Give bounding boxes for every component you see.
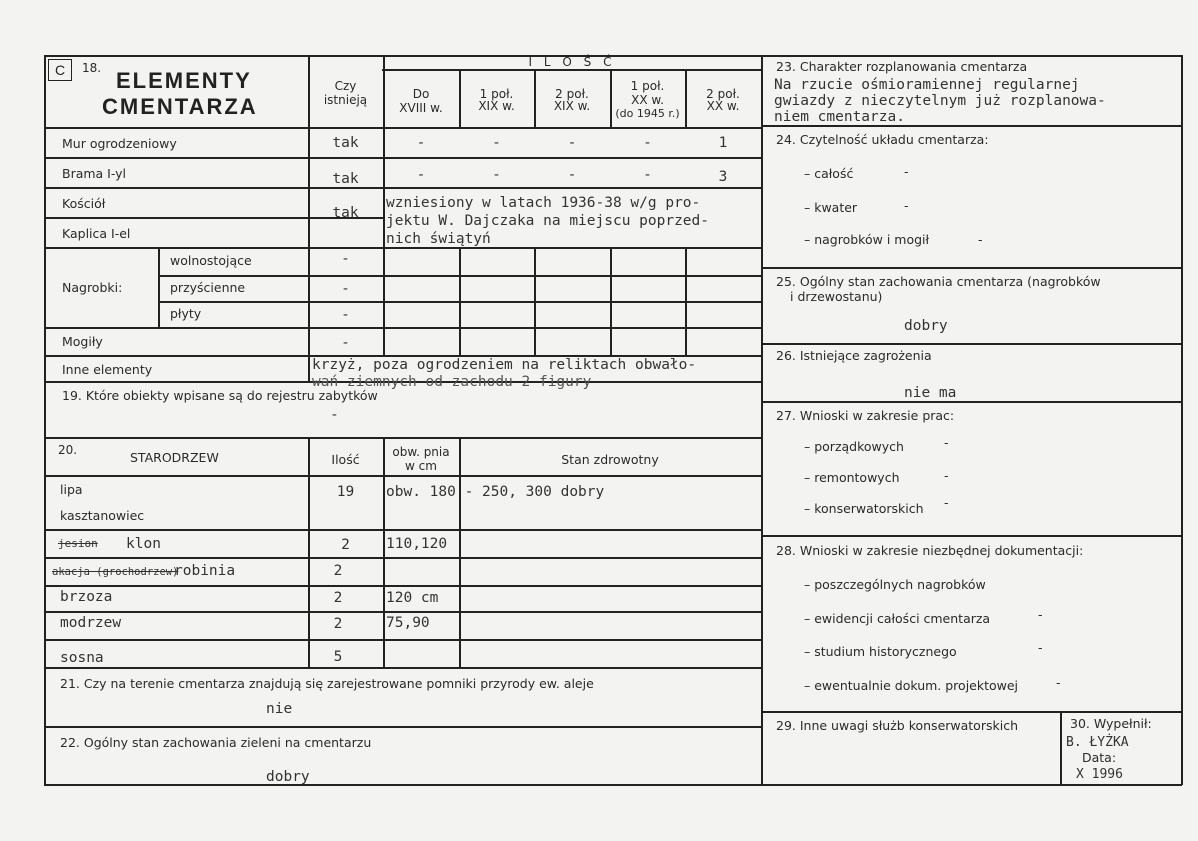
col-ilosc: I L O Ś Ć: [528, 55, 616, 69]
nagrobki-v1: -: [341, 251, 350, 267]
column-divider: [761, 55, 763, 785]
period-1-l2: XVIII w.: [399, 101, 443, 115]
q30-name: B. ŁYŻKA: [1066, 735, 1129, 750]
row-label-nagrobki: Nagrobki:: [62, 280, 123, 295]
period-4-l2: XX w.: [631, 93, 664, 107]
tree-name-6: modrzew: [60, 615, 122, 631]
col-stan: Stan zdrowotny: [561, 452, 659, 467]
col-obw-l2: w cm: [405, 459, 437, 473]
line: [44, 639, 761, 641]
period-3-l2: XIX w.: [553, 99, 591, 113]
kosciol-exists: tak: [332, 205, 359, 221]
tree-ilosc-4: 2: [333, 563, 343, 579]
tree-name-1: lipa: [60, 482, 83, 497]
col-ilosc-tree: Ilość: [331, 452, 360, 467]
line: [44, 611, 761, 613]
line: [761, 535, 1182, 537]
q26-value: nie ma: [904, 385, 957, 401]
section-title-line2: CMENTARZA: [102, 94, 258, 119]
border-left: [44, 55, 46, 785]
line: [44, 187, 761, 189]
mur-v4: -: [643, 135, 652, 151]
line: [158, 247, 160, 327]
brama-v2: -: [492, 167, 501, 183]
q28-item-ewidencji-value: -: [1038, 607, 1043, 622]
q30-label: 30. Wypełnił:: [1070, 716, 1152, 731]
tree-ilosc-5: 2: [333, 590, 343, 606]
tree-obw-6: 75,90: [386, 615, 430, 631]
q24-item-kwater-value: -: [904, 198, 909, 213]
line: [44, 127, 761, 129]
period-1-l1: Do: [412, 87, 430, 101]
row-label-inne: Inne elementy: [62, 362, 153, 377]
line: [534, 247, 536, 355]
period-3-l1: 2 poł.: [555, 87, 589, 101]
tree-name-5: brzoza: [60, 589, 113, 605]
q27-item-konserwatorskich-value: -: [944, 495, 949, 510]
line: [610, 247, 612, 355]
q21-value: nie: [266, 701, 293, 717]
q27-item-konserwatorskich: – konserwatorskich: [804, 501, 924, 516]
line: [44, 529, 761, 531]
nagrobki-sub-przyscienne: przyścienne: [170, 280, 246, 295]
cemetery-record-card: [44, 55, 1182, 785]
line: [761, 125, 1182, 127]
q28-item-studium: – studium historycznego: [804, 644, 957, 659]
q27-item-remontowych: – remontowych: [804, 470, 900, 485]
period-2-l1: 1 poł.: [479, 87, 514, 101]
nagrobki-sub-plyty: płyty: [170, 306, 202, 321]
q30-date: X 1996: [1076, 767, 1123, 782]
nagrobki-v3: -: [341, 307, 350, 323]
line: [44, 557, 761, 559]
q27-label: 27. Wnioski w zakresie prac:: [776, 408, 955, 423]
kosciol-note-l2: jektu W. Dajczaka na miejscu poprzed-: [386, 213, 710, 229]
starodrzew-number: 20.: [58, 443, 78, 457]
line: [44, 726, 761, 728]
row-label-mogily: Mogiły: [62, 334, 103, 349]
border-right: [1181, 55, 1183, 785]
line: [44, 667, 761, 669]
row-label-kaplica: Kaplica I-el: [62, 226, 131, 241]
mur-exists: tak: [332, 135, 359, 151]
brama-v4: -: [643, 167, 652, 183]
q25-label-l1: 25. Ogólny stan zachowania cmentarza (nagrobków: [776, 274, 1101, 289]
q27-item-porzadkowych: – porządkowych: [804, 439, 904, 454]
line: [459, 439, 461, 667]
tree-name-3: klon: [126, 536, 161, 552]
q28-label: 28. Wnioski w zakresie niezbędnej dokumentacji:: [776, 543, 1084, 558]
line: [383, 439, 385, 667]
section-number: 18.: [82, 61, 102, 75]
brama-v5: 3: [718, 169, 728, 185]
starodrzew-title: STARODRZEW: [130, 450, 219, 465]
q24-item-calosc-value: -: [904, 164, 909, 179]
tree-ilosc-3: 2: [341, 537, 350, 553]
q22-value: dobry: [266, 769, 310, 785]
q24-label: 24. Czytelność układu cmentarza:: [776, 132, 989, 147]
kosciol-note-l1: wzniesiony w latach 1936-38 w/g pro-: [386, 195, 701, 211]
inne-note-l1: krzyż, poza ogrodzeniem na reliktach obwało-: [312, 357, 697, 373]
section-letter-box: C: [48, 59, 72, 81]
mur-v1: -: [416, 135, 426, 151]
period-4-l3: (do 1945 r.): [615, 107, 680, 120]
tree-obw-1: obw. 180 - 250, 300 dobry: [386, 484, 605, 500]
period-5-l2: XX w.: [706, 99, 740, 113]
q28-item-projektowej: – ewentualnie dokum. projektowej: [804, 678, 1019, 693]
q21-label: 21. Czy na terenie cmentarza znajdują się zarejestrowane pomniki przyrody ew. aleje: [60, 676, 594, 691]
q28-item-ewidencji: – ewidencji całości cmentarza: [804, 611, 991, 626]
period-4-l1: 1 poł.: [630, 79, 665, 93]
nagrobki-v2: -: [341, 281, 350, 297]
tree-obw-5: 120 cm: [386, 590, 439, 606]
q25-value: dobry: [904, 318, 948, 334]
brama-v1: -: [416, 167, 426, 183]
tree-name-7: sosna: [60, 650, 104, 666]
q23-text-l1: Na rzucie ośmioramiennej regularnej: [774, 77, 1080, 93]
q22-label: 22. Ogólny stan zachowania zieleni na cmentarzu: [60, 735, 372, 750]
line: [44, 585, 761, 587]
line: [761, 401, 1182, 403]
q27-item-porzadkowych-value: -: [944, 435, 949, 450]
line: [685, 247, 687, 355]
tree-name-struck-3: jesion: [58, 537, 98, 550]
q28-item-nagrobkow: – poszczególnych nagrobków: [804, 577, 986, 592]
q24-item-nagrobkow: – nagrobków i mogił: [804, 232, 930, 247]
nagrobki-sub-wolnostojace: wolnostojące: [170, 253, 252, 268]
mur-v2: -: [492, 135, 501, 151]
period-2-l2: XIX w.: [478, 99, 515, 113]
q24-item-calosc: – całość: [804, 166, 854, 181]
line: [44, 247, 761, 249]
line: [761, 711, 1182, 713]
line: [44, 327, 761, 329]
tree-ilosc-1: 19: [336, 484, 355, 500]
q19-value: -: [330, 407, 339, 423]
mur-v5: 1: [718, 135, 728, 151]
tree-ilosc-7: 5: [333, 649, 343, 665]
inne-note-l2: wań ziemnych od zachodu 2 figury: [312, 374, 592, 390]
tree-name-4: robinia: [174, 563, 236, 579]
tree-ilosc-6: 2: [333, 616, 343, 632]
tree-obw-3: 110,120: [386, 536, 448, 552]
kosciol-note-l3: nich świątyń: [386, 231, 491, 247]
q27-item-remontowych-value: -: [944, 468, 949, 483]
line: [1060, 711, 1062, 785]
mur-v3: -: [567, 135, 577, 151]
q28-item-studium-value: -: [1038, 640, 1043, 655]
q24-item-nagrobkow-value: -: [978, 232, 983, 247]
line: [44, 437, 761, 439]
section-title-line1: ELEMENTY: [116, 68, 252, 93]
q24-item-kwater: – kwater: [804, 200, 858, 215]
q25-label-l2: i drzewostanu): [790, 289, 883, 304]
col-exists-l1: Czy: [334, 79, 357, 93]
q23-text-l2: gwiazdy z nieczytelnym już rozplanowa-: [774, 93, 1106, 109]
row-label-kosciol: Kościół: [62, 196, 106, 211]
brama-exists: tak: [332, 171, 359, 187]
q19-label: 19. Które obiekty wpisane są do rejestru zabytków: [62, 388, 378, 403]
tree-name-2: kasztanowiec: [60, 508, 145, 523]
line: [459, 247, 461, 355]
row-label-brama: Brama I-yl: [62, 166, 127, 181]
col-exists-l2: istnieją: [323, 93, 368, 107]
row-label-mur: Mur ogrodzeniowy: [62, 136, 177, 151]
q28-item-projektowej-value: -: [1056, 675, 1061, 690]
line: [308, 439, 310, 667]
line: [761, 343, 1182, 345]
period-5-l1: 2 poł.: [706, 87, 740, 101]
line: [44, 475, 761, 477]
col-obw-l1: obw. pnia: [392, 445, 450, 459]
brama-v3: -: [567, 167, 577, 183]
q30-date-label: Data:: [1082, 750, 1117, 765]
line: [761, 267, 1182, 269]
q26-label: 26. Istniejące zagrożenia: [776, 348, 932, 363]
mogily-exists: -: [341, 335, 350, 351]
q23-text-l3: niem cmentarza.: [774, 109, 905, 125]
tree-name-struck-4: akacja (grochodrzew): [52, 566, 179, 578]
line: [382, 69, 761, 71]
q23-label: 23. Charakter rozplanowania cmentarza: [776, 59, 1028, 74]
q29-label: 29. Inne uwagi służb konserwatorskich: [776, 718, 1018, 733]
line: [44, 157, 761, 159]
border-bottom: [44, 784, 1182, 786]
